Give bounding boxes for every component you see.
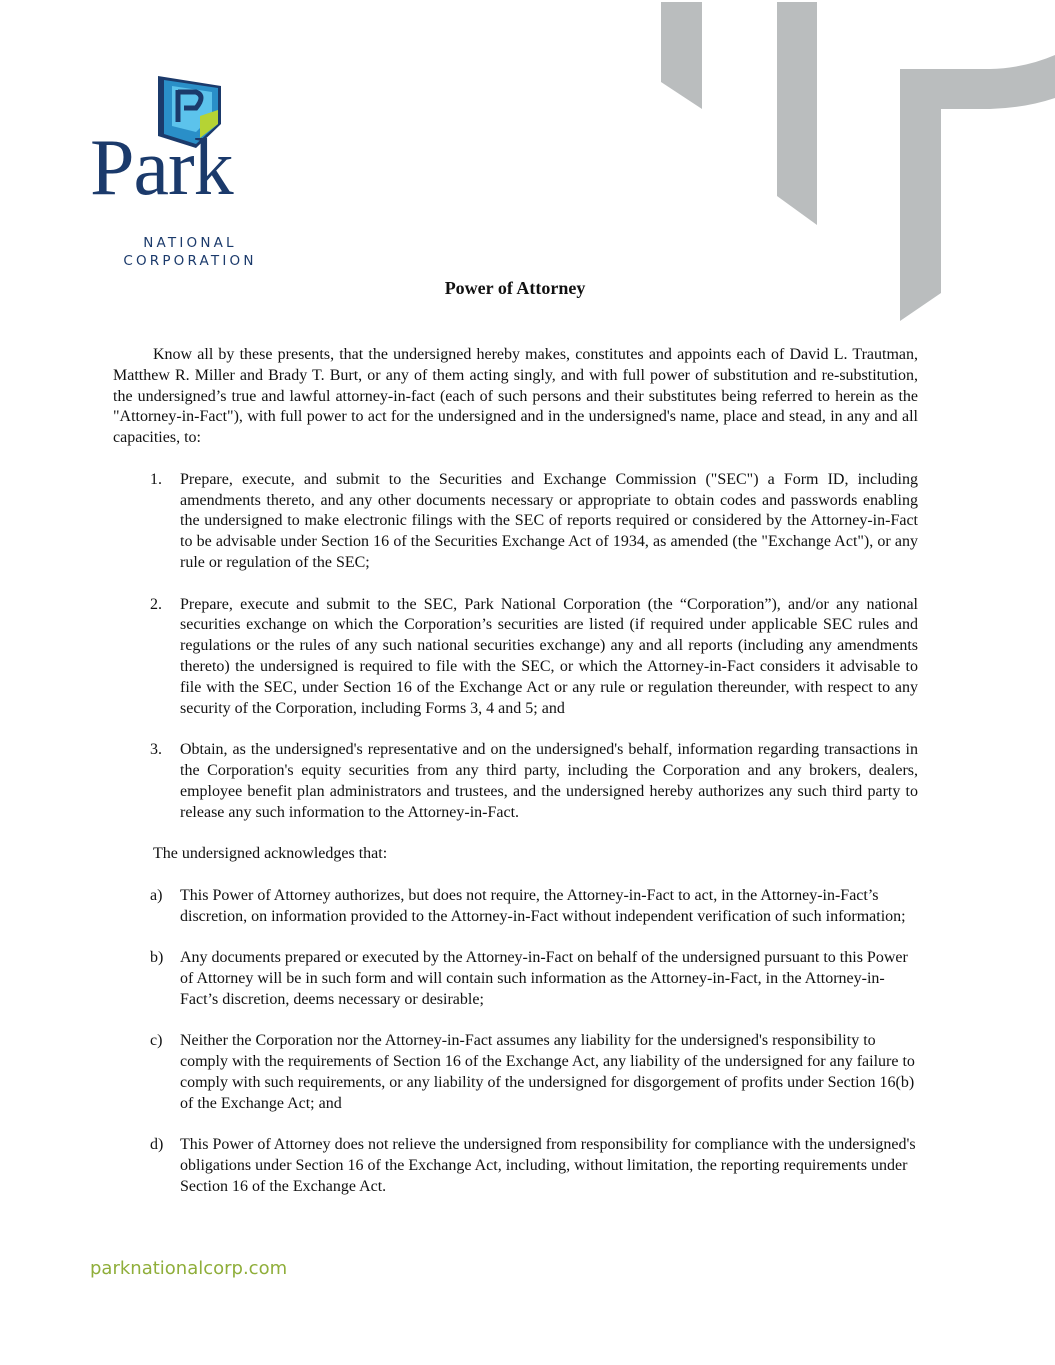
document-title: Power of Attorney: [444, 278, 586, 298]
item-marker: a): [150, 886, 163, 904]
item-marker: c): [150, 1032, 163, 1050]
numbered-item: [113, 470, 918, 574]
document-body: [113, 345, 918, 1218]
item-text: This Power of Attorney authorizes, but does not require, the Attorney-in-Fact to act, in the Attorney-in-Fact’s discretion, on information provided to the Attorney-in-Fact without independent verification of such information;: [180, 886, 906, 925]
lettered-item: [113, 886, 918, 928]
item-text: Obtain, as the undersigned's representative and on the undersigned's behalf, information regarding transactions in the Corporation's equity securities from any third party, including the Corporation and any brokers, dealers, employee benefit plan administrators and trustees, and the undersigned hereby authorizes any such third party to release any such information to the Attorney-in-Fact.: [180, 741, 918, 821]
item-marker: 2.: [150, 595, 162, 613]
item-marker: b): [150, 949, 164, 967]
footer-website: parknationalcorp.com: [90, 1258, 288, 1279]
logo-wordmark: Park: [90, 124, 233, 212]
item-text: This Power of Attorney does not relieve the undersigned from responsibility for compliance with the undersigned's obligations under Section 16 of the Exchange Act, including, without limitation, the reporting requirements under Section 16 of the Exchange Act.: [180, 1136, 916, 1195]
lettered-item: [113, 948, 918, 1010]
item-text: Prepare, execute and submit to the SEC, Park National Corporation (the “Corporation”), and/or any national securities exchange on which the Corporation’s securities are listed (if required under applicable SEC rules and regulations or the rules of any such national securities exchange) any and all reports (including any amendments thereto) the undersigned is required to file with the SEC, or which the Attorney-in-Fact considers it advisable to file with the SEC, under Section 16 of the Exchange Act or any rule or regulation thereunder, with respect to any security of the Corporation, including Forms 3, 4 and 5; and: [180, 595, 918, 717]
item-text: Neither the Corporation nor the Attorney-in-Fact assumes any liability for the undersigned's responsibility to comply with the requirements of Section 16 of the Exchange Act, any liability of the undersigned for any failure to comply with such requirements, or any liability of the undersigned for disgorgement of profits under Section 16(b) of the Exchange Act; and: [180, 1032, 915, 1112]
intro-paragraph: Know all by these presents, that the undersigned hereby makes, constitutes and appoints each of David L. Trautman, Matthew R. Miller and Brady T. Burt, or any of them acting singly, and with full power of substitution and re-substitution, the undersigned’s true and lawful attorney-in-fact (each of such persons and their substitutes being referred to herein as the "Attorney-in-Fact"), with full power to act for the undersigned and in the undersigned's name, place and stead, in any and all capacities, to:: [113, 346, 918, 447]
acknowledgement-heading: The undersigned acknowledges that:: [153, 845, 388, 863]
logo-line-2: CORPORATION: [123, 253, 257, 269]
numbered-item: [113, 740, 918, 823]
logo-line-1: NATIONAL: [143, 235, 237, 251]
numbered-item: [113, 595, 918, 720]
lettered-item: [113, 1031, 918, 1114]
item-text: Prepare, execute, and submit to the Securities and Exchange Commission ("SEC") a Form ID, including amendments thereto, and any other documents necessary or appropriate to obtain codes and passwords enabling the undersigned to make electronic filings with the SEC of reports required or considered by the Attorney-in-Fact to be advisable under Section 16 of the Securities Exchange Act of 1934, as amended (the "Exchange Act"), or any rule or regulation of the SEC;: [180, 470, 918, 571]
logo-subtitle: [107, 234, 273, 270]
item-marker: d): [150, 1136, 164, 1154]
lettered-item: [113, 1135, 918, 1197]
item-text: Any documents prepared or executed by the Attorney-in-Fact on behalf of the undersigned pursuant to this Power of Attorney will be in such form and will contain such information as the Attorney-in-Fact, in the Attorney-in-Fact’s discretion, deems necessary or desirable;: [180, 949, 908, 1008]
item-marker: 3.: [150, 741, 162, 759]
item-marker: 1.: [150, 470, 162, 488]
